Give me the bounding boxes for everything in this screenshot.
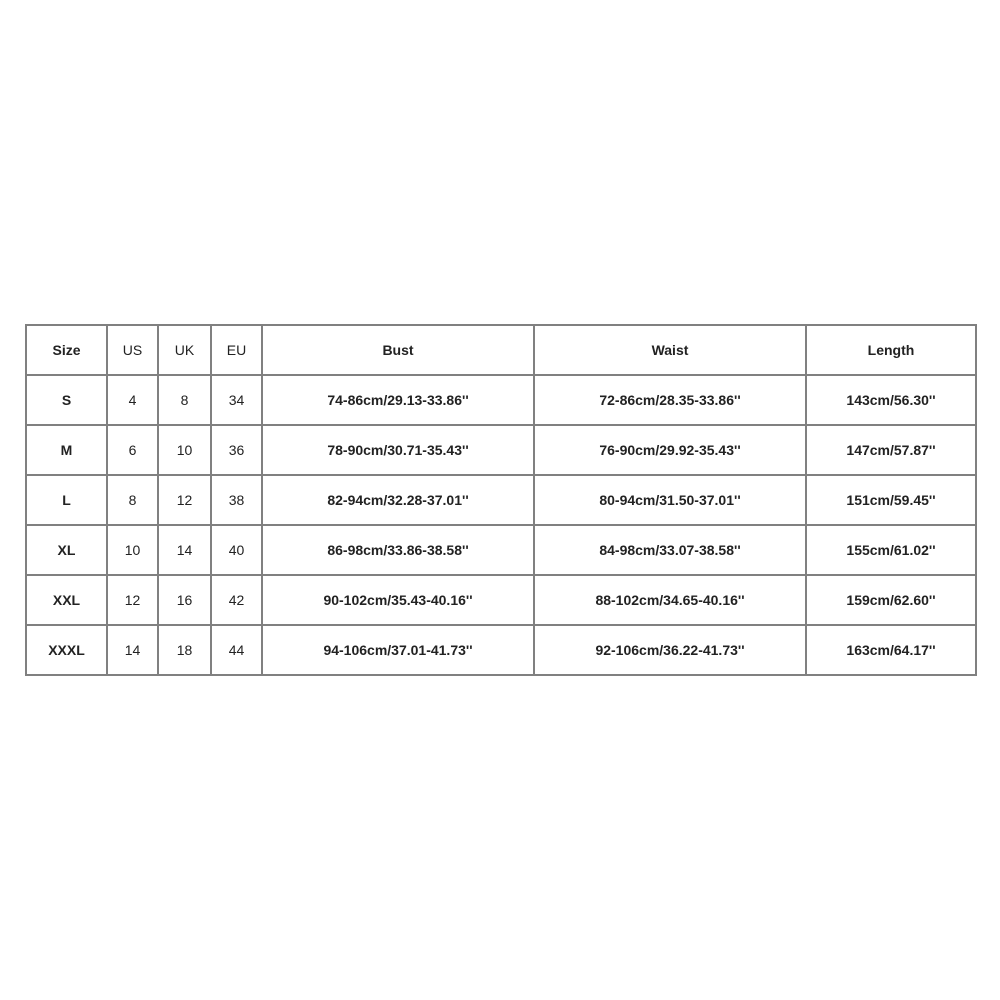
cell-waist: 84-98cm/33.07-38.58'' <box>534 525 806 575</box>
cell-uk: 16 <box>158 575 211 625</box>
cell-size: S <box>26 375 107 425</box>
table-body <box>26 375 976 675</box>
cell-uk: 18 <box>158 625 211 675</box>
cell-length: 143cm/56.30'' <box>806 375 976 425</box>
cell-length: 159cm/62.60'' <box>806 575 976 625</box>
cell-us: 10 <box>107 525 158 575</box>
cell-uk: 12 <box>158 475 211 525</box>
cell-size: XL <box>26 525 107 575</box>
cell-waist: 88-102cm/34.65-40.16'' <box>534 575 806 625</box>
cell-bust: 82-94cm/32.28-37.01'' <box>262 475 534 525</box>
table-row <box>26 575 976 625</box>
cell-bust: 78-90cm/30.71-35.43'' <box>262 425 534 475</box>
cell-bust: 90-102cm/35.43-40.16'' <box>262 575 534 625</box>
cell-length: 155cm/61.02'' <box>806 525 976 575</box>
cell-waist: 76-90cm/29.92-35.43'' <box>534 425 806 475</box>
header-us: US <box>107 325 158 375</box>
cell-uk: 14 <box>158 525 211 575</box>
cell-size: M <box>26 425 107 475</box>
table-row <box>26 525 976 575</box>
cell-us: 4 <box>107 375 158 425</box>
header-uk: UK <box>158 325 211 375</box>
cell-length: 151cm/59.45'' <box>806 475 976 525</box>
cell-us: 6 <box>107 425 158 475</box>
cell-us: 12 <box>107 575 158 625</box>
header-row <box>26 325 976 375</box>
cell-bust: 86-98cm/33.86-38.58'' <box>262 525 534 575</box>
cell-eu: 34 <box>211 375 262 425</box>
table-row <box>26 625 976 675</box>
cell-uk: 10 <box>158 425 211 475</box>
cell-size: XXL <box>26 575 107 625</box>
cell-us: 8 <box>107 475 158 525</box>
cell-length: 147cm/57.87'' <box>806 425 976 475</box>
cell-bust: 94-106cm/37.01-41.73'' <box>262 625 534 675</box>
header-length: Length <box>806 325 976 375</box>
size-chart-table <box>25 324 977 676</box>
cell-length: 163cm/64.17'' <box>806 625 976 675</box>
cell-waist: 80-94cm/31.50-37.01'' <box>534 475 806 525</box>
header-size: Size <box>26 325 107 375</box>
table-row <box>26 425 976 475</box>
header-waist: Waist <box>534 325 806 375</box>
table-header <box>26 325 976 375</box>
header-bust: Bust <box>262 325 534 375</box>
cell-waist: 72-86cm/28.35-33.86'' <box>534 375 806 425</box>
cell-uk: 8 <box>158 375 211 425</box>
cell-eu: 36 <box>211 425 262 475</box>
cell-bust: 74-86cm/29.13-33.86'' <box>262 375 534 425</box>
cell-eu: 42 <box>211 575 262 625</box>
cell-us: 14 <box>107 625 158 675</box>
cell-waist: 92-106cm/36.22-41.73'' <box>534 625 806 675</box>
cell-size: XXXL <box>26 625 107 675</box>
cell-eu: 40 <box>211 525 262 575</box>
cell-eu: 38 <box>211 475 262 525</box>
table-row <box>26 475 976 525</box>
cell-size: L <box>26 475 107 525</box>
table-row <box>26 375 976 425</box>
cell-eu: 44 <box>211 625 262 675</box>
header-eu: EU <box>211 325 262 375</box>
